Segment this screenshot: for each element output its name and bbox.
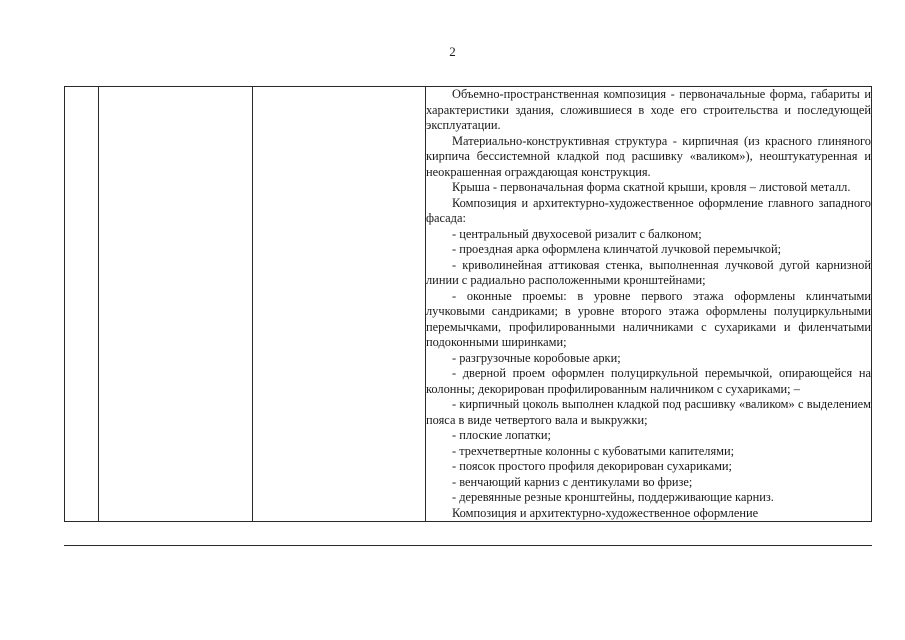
list-item: - поясок простого профиля декорирован сухариками;: [452, 459, 732, 473]
paragraph: Композиция и архитектурно-художественное оформление: [452, 505, 759, 520]
list-item: - дверной проем оформлен полуциркульной перемычкой, опирающейся на колонны; декорирован профилированным наличником с сухариками; –: [426, 366, 871, 396]
list-item: - разгрузочные коробовые арки;: [452, 350, 621, 365]
list-item: - деревянные резные кронштейны, поддерживающие карниз.: [452, 490, 774, 504]
document-table: [64, 86, 872, 522]
list-item: - центральный двухосевой ризалит с балконом;: [452, 226, 702, 241]
table-cell-object-name: [99, 87, 253, 522]
table-cell-number: [65, 87, 99, 522]
paragraph: Материально-конструктивная структура - кирпичная (из красного глиняного кирпича бессистемной кладкой под расшивку «валиком»), неоштукатуренная и неокрашенная ограждающая конструкция.: [426, 133, 871, 179]
paragraph: Композиция и архитектурно-художественное оформление главного западного фасада:: [426, 195, 871, 225]
paragraph: Объемно-пространственная композиция - первоначальные форма, габариты и характеристики здания, сложившиеся в ходе его строительства и последующей эксплуатации.: [426, 87, 871, 132]
paragraph: Крыша - первоначальная форма скатной крыши, кровля – листовой металл.: [452, 180, 851, 194]
table-row: [65, 87, 872, 522]
list-item: - плоские лопатки;: [452, 428, 551, 442]
table-bottom-border: [64, 545, 872, 546]
list-item: - криволинейная аттиковая стенка, выполненная лучковой дугой карнизной линии с радиально расположенными кронштейнами;: [426, 257, 871, 287]
list-item: - оконные проемы: в уровне первого этажа оформлены клинчатыми лучковыми сандриками; в уровне второго этажа оформлены полуциркульными перемычками, профилированными наличниками с сухариками и филенчатыми подоконными ширинками;: [426, 288, 871, 349]
list-item: - проездная арка оформлена клинчатой лучковой перемычкой;: [452, 242, 782, 256]
table-cell-address: [253, 87, 426, 522]
page-number: 2: [449, 44, 456, 59]
list-item: - венчающий карниз с дентикулами во фризе;: [452, 474, 693, 489]
table-cell-subject-of-protection: [426, 87, 872, 522]
list-item: - трехчетвертные колонны с кубоватыми капителями;: [452, 443, 735, 458]
list-item: - кирпичный цоколь выполнен кладкой под расшивку «валиком» с выделением пояса в виде четвертого вала и выкружки;: [426, 397, 871, 427]
